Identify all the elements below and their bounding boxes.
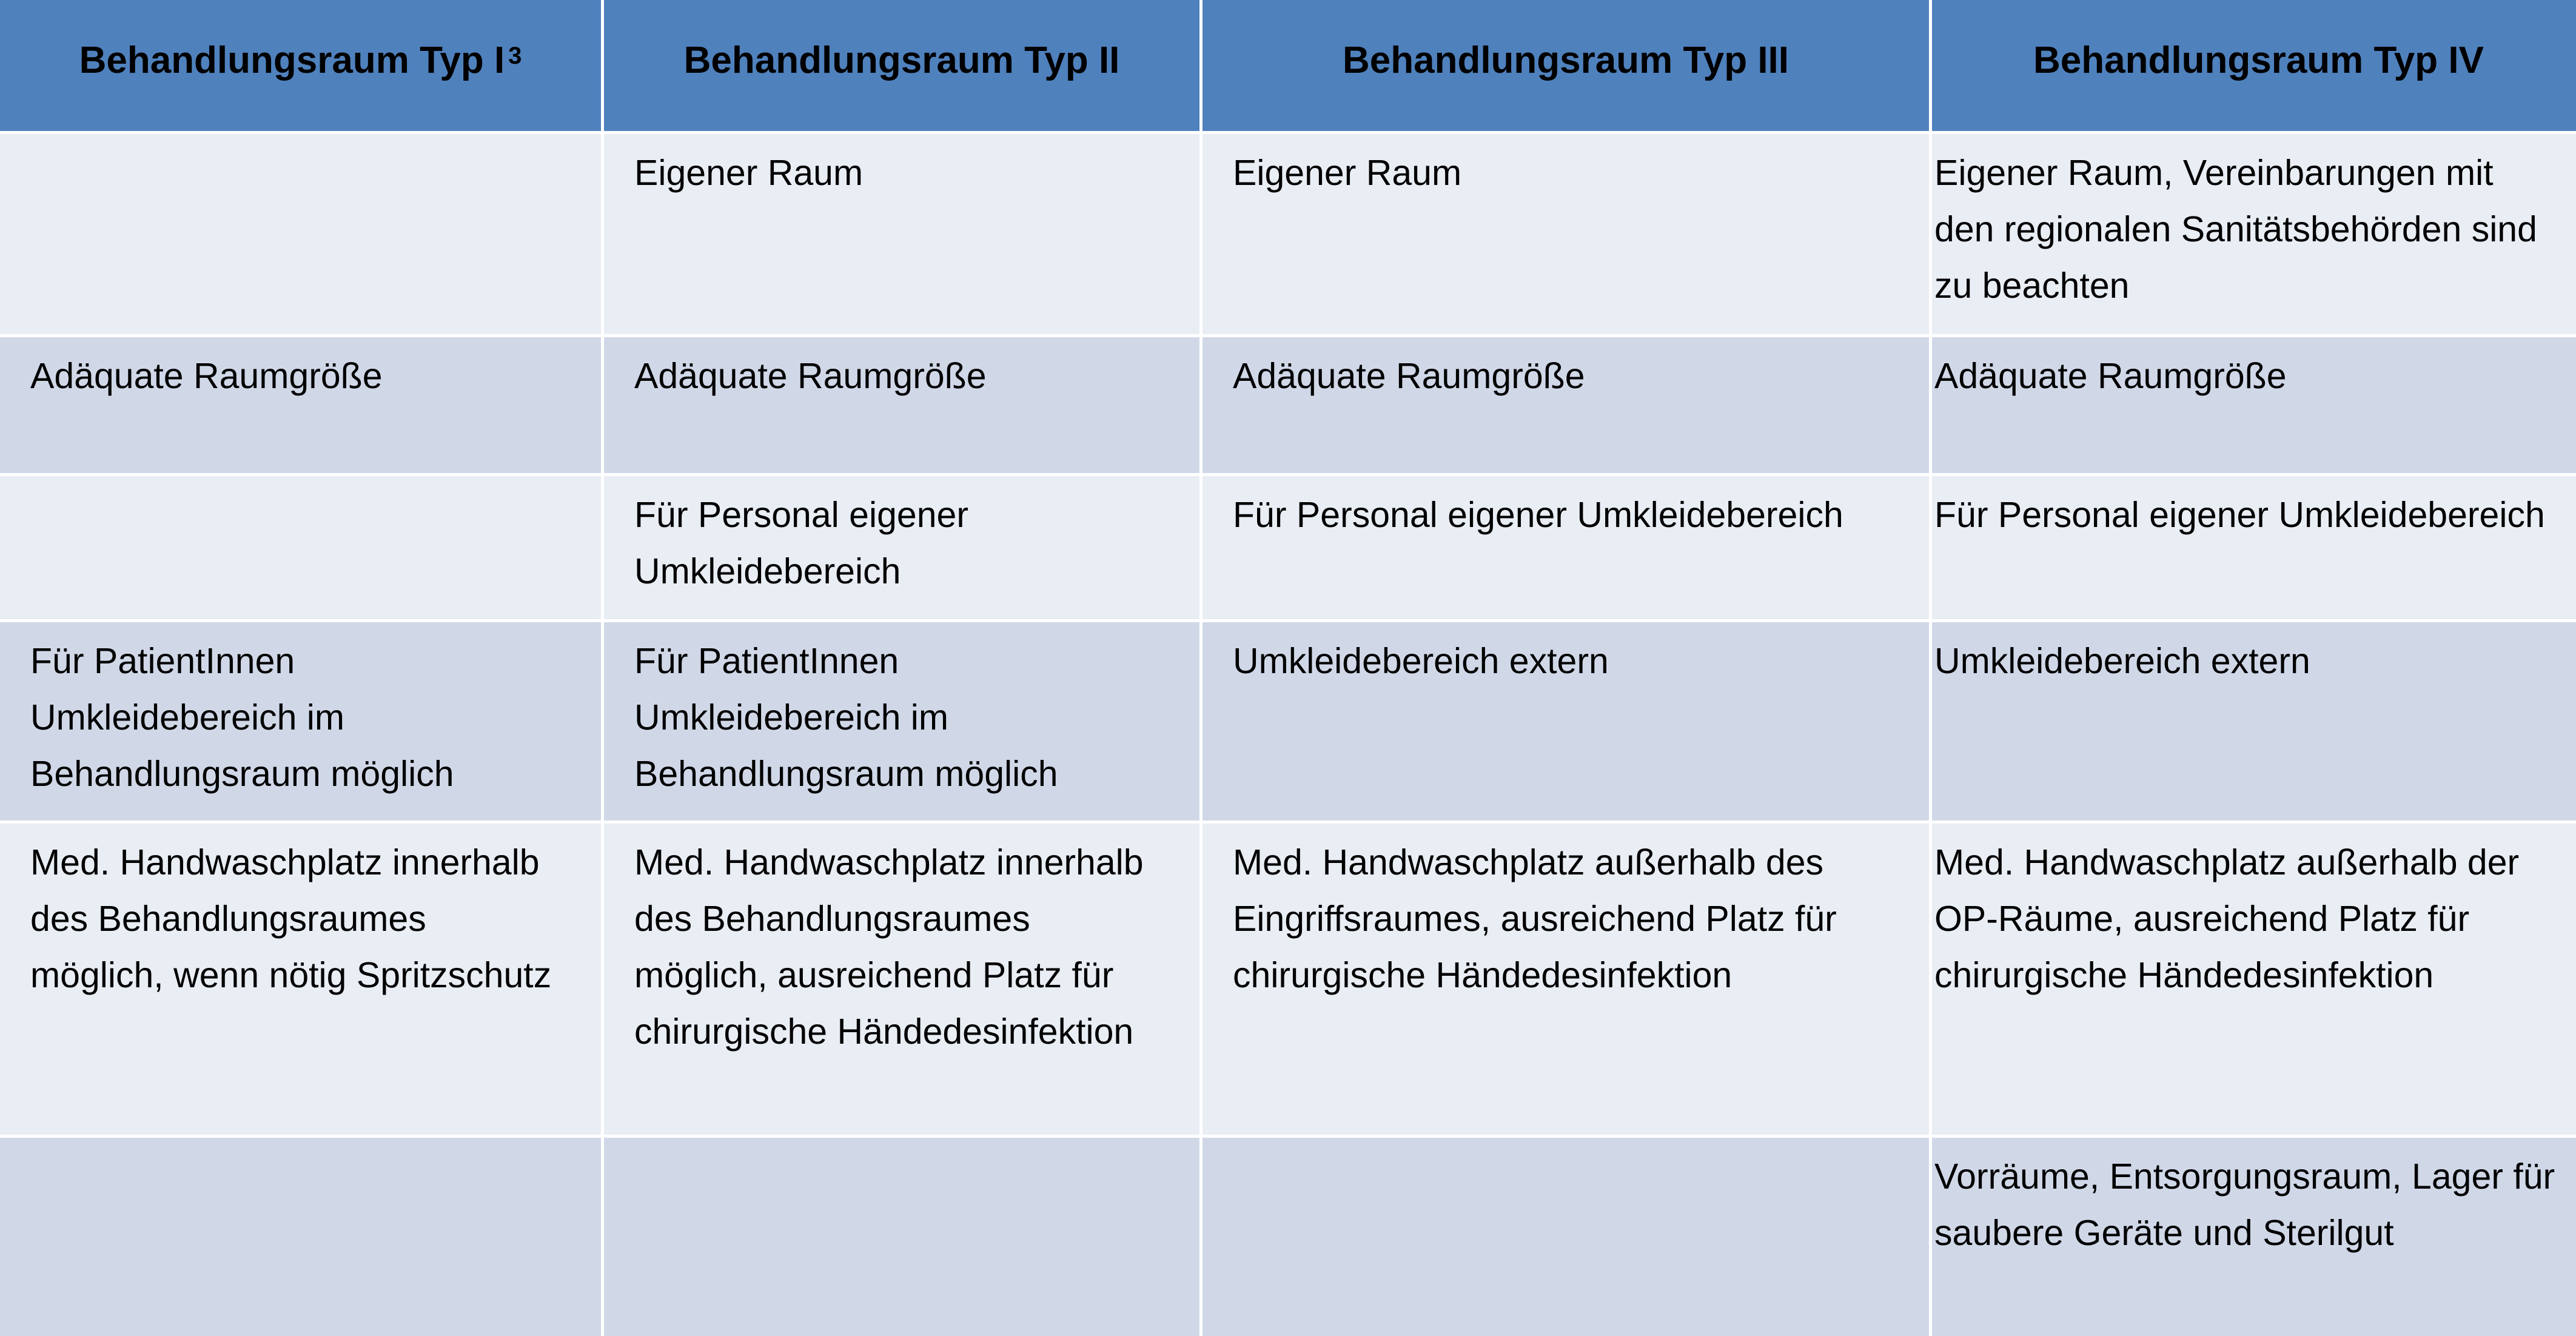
table-cell: Eigener Raum <box>1202 134 1929 334</box>
header-label: Behandlungsraum Typ III <box>1342 39 1789 81</box>
table-cell: Adäquate Raumgröße <box>1932 337 2576 473</box>
table-cell: Adäquate Raumgröße <box>0 337 601 473</box>
table-cell: Umkleidebereich extern <box>1202 622 1929 821</box>
table-cell: Umkleidebereich extern <box>1932 622 2576 821</box>
table-cell <box>1202 1138 1929 1336</box>
table-cell <box>604 1138 1199 1336</box>
header-label: Behandlungsraum Typ I <box>79 39 505 81</box>
header-label: Behandlungsraum Typ IV <box>2033 39 2484 81</box>
table-cell <box>0 134 601 334</box>
table-cell: Eigener Raum <box>604 134 1199 334</box>
table-cell <box>0 476 601 619</box>
header-cell-typ-1: Behandlungsraum Typ I $^3$ <box>0 0 601 131</box>
table-cell: Eigener Raum, Vereinbarungen mit den regionalen Sanitätsbehörden sind zu beachten <box>1932 134 2576 334</box>
table-cell: Für Personal eigener Umkleidebereich <box>1932 476 2576 619</box>
table-cell: Vorräume, Entsorgungsraum, Lager für saubere Geräte und Sterilgut <box>1932 1138 2576 1336</box>
table-cell: Med. Handwaschplatz innerhalb des Behandlungsraumes möglich, ausreichend Platz für chirurgische Händedesinfektion <box>604 824 1199 1135</box>
table-cell: Adäquate Raumgröße <box>604 337 1199 473</box>
table-cell: Med. Handwaschplatz außerhalb des Eingriffsraumes, ausreichend Platz für chirurgische Händedesinfektion <box>1202 824 1929 1135</box>
table-cell: Med. Handwaschplatz außerhalb der OP-Räume, ausreichend Platz für chirurgische Händedesinfektion <box>1932 824 2576 1135</box>
table-cell: Adäquate Raumgröße <box>1202 337 1929 473</box>
table-cell <box>0 1138 601 1336</box>
table-cell: Für Personal eigener Umkleidebereich <box>604 476 1199 619</box>
table-cell: Für PatientInnen Umkleidebereich im Behandlungsraum möglich <box>604 622 1199 821</box>
header-cell-typ-3 <box>1202 0 1929 131</box>
header-cell-typ-4 <box>1932 0 2576 131</box>
table-cell: Med. Handwaschplatz innerhalb des Behandlungsraumes möglich, wenn nötig Spritzschutz <box>0 824 601 1135</box>
header-label: Behandlungsraum Typ II <box>683 39 1120 81</box>
table-cell: Für Personal eigener Umkleidebereich <box>1202 476 1929 619</box>
table-cell: Für PatientInnen Umkleidebereich im Behandlungsraum möglich <box>0 622 601 821</box>
header-cell-typ-2 <box>604 0 1199 131</box>
